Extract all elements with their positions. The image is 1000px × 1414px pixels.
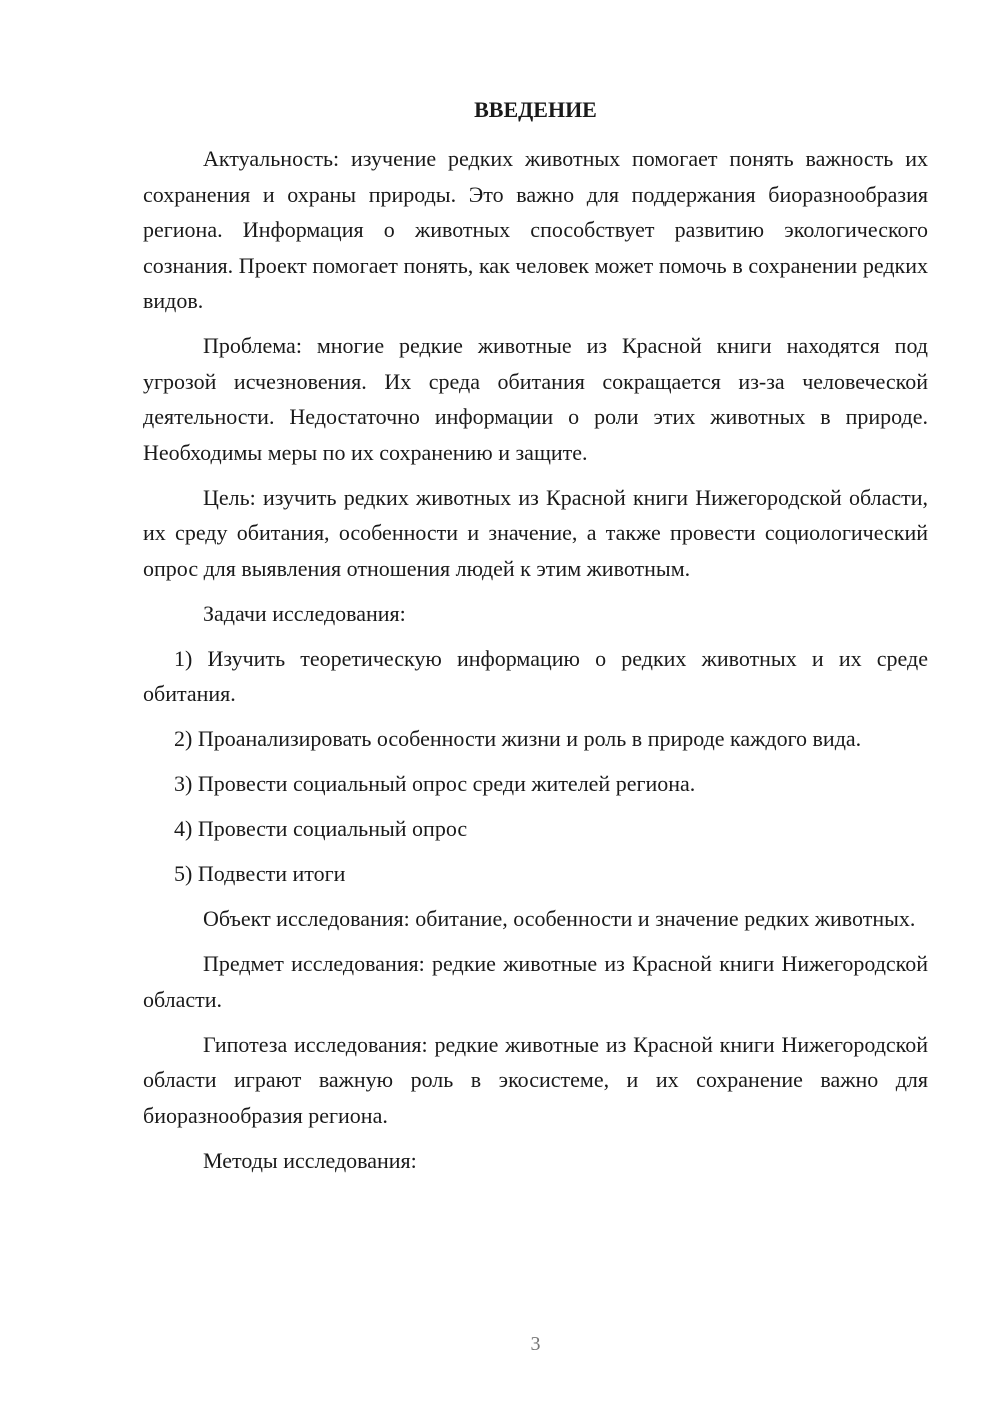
paragraph-subject: Предмет исследования: редкие животные из Красной книги Нижегородской области. (143, 951, 928, 1012)
paragraph-relevance: Актуальность: изучение редких животных помогает понять важность их сохранения и охраны природы. Это важно для поддержания биоразнообразия региона. Информация о животных способствует развитию экологического сознания. Проект помогает понять, как человек может помочь в сохранении редких видов. (143, 146, 928, 313)
paragraph-object: Объект исследования: обитание, особенности и значение редких животных. (203, 906, 916, 931)
paragraph-hypothesis: Гипотеза исследования: редкие животные из Красной книги Нижегородской области играют важную роль в экосистеме, и их сохранение важно для биоразнообразия региона. (143, 1031, 928, 1128)
paragraph-problem: Проблема: многие редкие животные из Красной книги находятся под угрозой исчезновения. Их среда обитания сокращается из-за человеческой деятельности. Недостаточно информации о роли этих животных в природе. Необходимы меры по их сохранению и защите. (143, 333, 928, 465)
task-item-4: 4) Провести социальный опрос (174, 816, 468, 841)
document-page (143, 0, 928, 1414)
methods-heading: Методы исследования: (203, 1147, 417, 1173)
task-item-5: 5) Подвести итоги (174, 861, 346, 886)
task-item-1: 1) Изучить теоретическую информацию о редких животных и их среде обитания. (143, 645, 928, 706)
section-title: ВВЕДЕНИЕ (474, 97, 597, 122)
task-item-2: 2) Проанализировать особенности жизни и роль в природе каждого вида. (174, 726, 862, 751)
page-number: 3 (530, 1333, 541, 1355)
document-body (143, 141, 928, 1188)
task-item-3: 3) Провести социальный опрос среди жителей региона. (174, 771, 696, 796)
paragraph-goal: Цель: изучить редких животных из Красной книги Нижегородской области, их среду обитания, особенности и значение, а также провести социологический опрос для выявления отношения людей к этим животным. (143, 484, 928, 581)
tasks-heading: Задачи исследования: (203, 600, 406, 626)
